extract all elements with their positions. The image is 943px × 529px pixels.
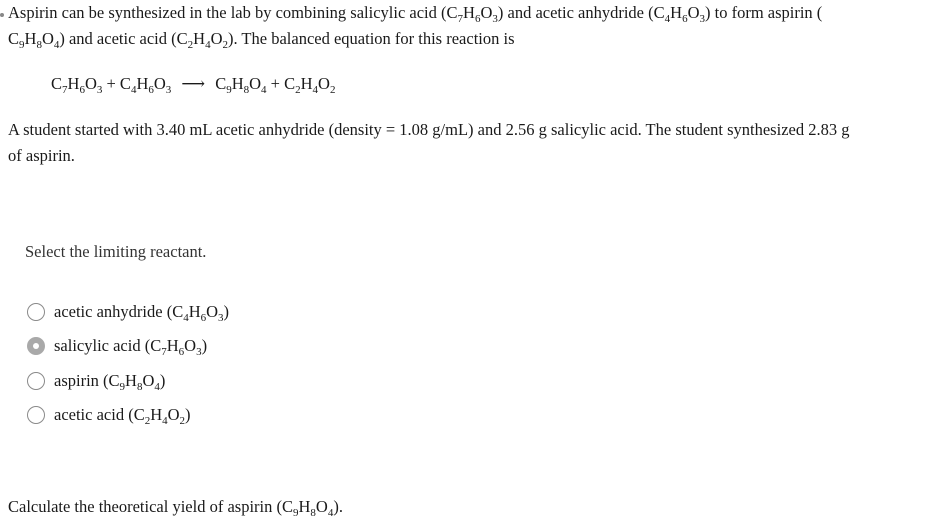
equation-product-2: $C_2H_4O_2$ [284,74,336,96]
radio-button[interactable] [27,303,45,321]
equation-reactant-2: $C_4H_6O_3$ [119,74,172,96]
option-salicylic-acid[interactable]: salicylic acid $(C_7H_6O_3)$ [27,334,207,358]
formula-salicylic-acid: $C_7H_6O_3$ [446,3,498,25]
given-line-1: A student started with 3.40 mL acetic anhydride (density = 1.08 g/mL) and 2.56 g salicylic acid. The student synthesized 2.83 g [8,120,850,139]
bullet-marker [0,13,4,17]
formula-aspirin: $(C_9H_8O_4)$ [276,497,339,519]
reaction-arrow-icon: ⟶ [181,74,206,93]
radio-button[interactable] [27,406,45,424]
equation-plus: + [106,74,116,93]
equation-product-1: $C_9H_8O_4$ [215,74,267,96]
question-prompt: Select the limiting reactant. [25,242,207,261]
equation-reactant-1: $C_7H_6O_3$ [51,74,103,96]
option-acetic-acid[interactable]: acetic acid $(C_2H_4O_2)$ [27,403,191,427]
intro-line-2: $C_9H_8O_4$) and acetic acid $(C_2H_4O_2)$. The balanced equation for this reaction is [8,29,515,51]
given-line-2: of aspirin. [8,146,75,165]
intro-line-1: Aspirin can be synthesized in the lab by combining salicylic acid $(C_7H_6O_3)$ and acetic anhydride $(C_4H_6O_3)$ to form aspirin ( [0,3,822,23]
equation-plus: + [270,74,280,93]
formula-acetic-acid: $C_2H_4O_2$ [176,29,228,51]
radio-button[interactable] [27,372,45,390]
option-aspirin[interactable]: aspirin $(C_9H_8O_4)$ [27,369,165,393]
formula-acetic-anhydride: $C_4H_6O_3$ [653,3,705,25]
balanced-equation [51,74,335,94]
radio-button-selected[interactable] [27,337,45,355]
option-acetic-anhydride[interactable]: acetic anhydride $(C_4H_6O_3)$ [27,300,229,324]
formula-aspirin: $C_9H_8O_4$ [8,29,60,51]
question-theoretical-yield: Calculate the theoretical yield of aspirin $(C_9H_8O_4)$. [8,497,343,519]
